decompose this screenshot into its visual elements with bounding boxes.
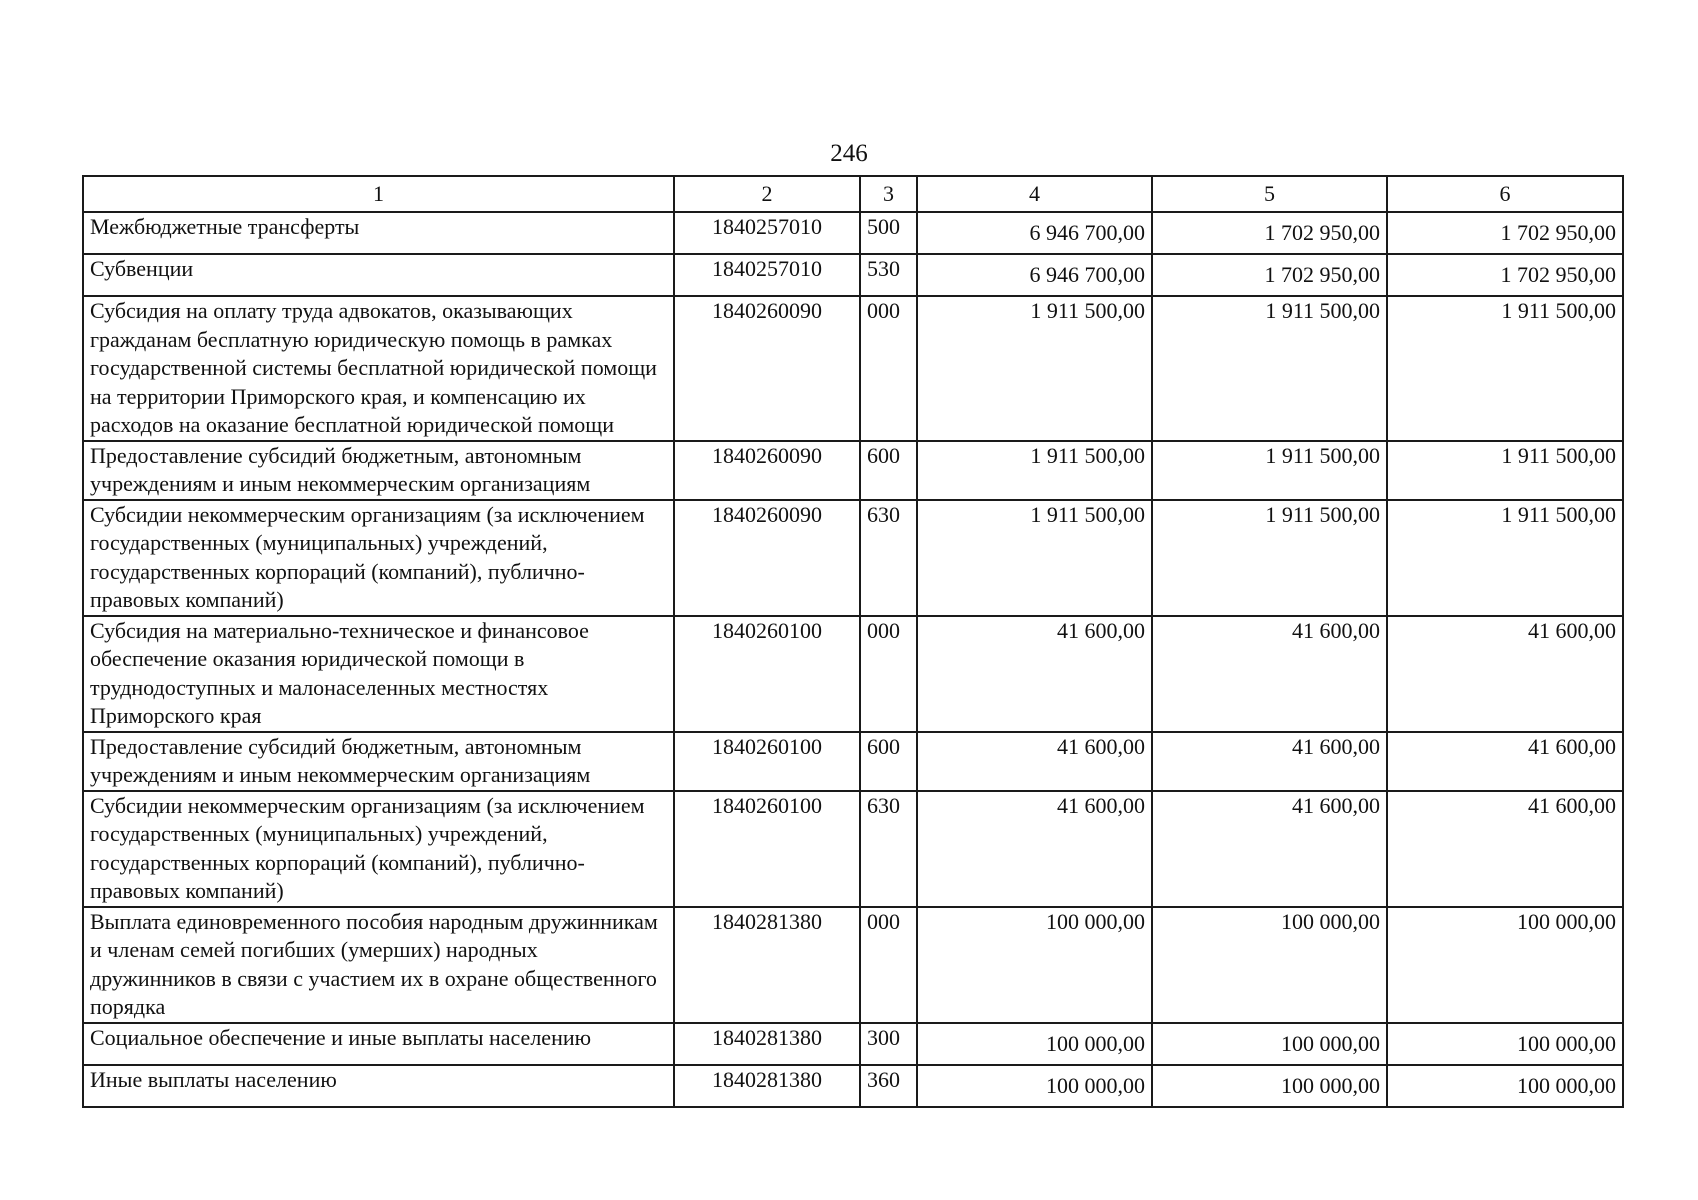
table-row bbox=[83, 500, 1623, 616]
row-amount-4: 41 600,00 bbox=[917, 616, 1152, 732]
row-amount-5: 100 000,00 bbox=[1152, 1023, 1387, 1065]
header-col-6: 6 bbox=[1387, 176, 1623, 212]
row-amount-4: 100 000,00 bbox=[917, 907, 1152, 1023]
header-col-1: 1 bbox=[83, 176, 674, 212]
row-amount-4: 41 600,00 bbox=[917, 732, 1152, 791]
row-expense-type: 630 bbox=[860, 791, 917, 907]
header-col-2: 2 bbox=[674, 176, 860, 212]
row-amount-5: 1 702 950,00 bbox=[1152, 254, 1387, 296]
row-amount-5: 100 000,00 bbox=[1152, 1065, 1387, 1107]
row-amount-6: 100 000,00 bbox=[1387, 907, 1623, 1023]
row-amount-6: 1 911 500,00 bbox=[1387, 296, 1623, 441]
row-name: Предоставление субсидий бюджетным, автономным учреждениям и иным некоммерческим организациям bbox=[83, 441, 674, 500]
row-amount-5: 1 911 500,00 bbox=[1152, 441, 1387, 500]
row-amount-6: 1 702 950,00 bbox=[1387, 254, 1623, 296]
row-expense-type: 000 bbox=[860, 907, 917, 1023]
row-name: Выплата единовременного пособия народным дружинникам и членам семей погибших (умерших) народных дружинников в связи с участием их в охране общественного порядка bbox=[83, 907, 674, 1023]
row-amount-5: 100 000,00 bbox=[1152, 907, 1387, 1023]
row-code: 1840260090 bbox=[674, 441, 860, 500]
row-code: 1840260090 bbox=[674, 500, 860, 616]
row-amount-5: 1 702 950,00 bbox=[1152, 212, 1387, 254]
row-amount-6: 100 000,00 bbox=[1387, 1065, 1623, 1107]
table-row bbox=[83, 212, 1623, 254]
row-amount-6: 1 911 500,00 bbox=[1387, 500, 1623, 616]
row-amount-6: 1 911 500,00 bbox=[1387, 441, 1623, 500]
row-code: 1840260100 bbox=[674, 616, 860, 732]
row-code: 1840281380 bbox=[674, 1065, 860, 1107]
row-amount-6: 100 000,00 bbox=[1387, 1023, 1623, 1065]
row-expense-type: 300 bbox=[860, 1023, 917, 1065]
row-expense-type: 500 bbox=[860, 212, 917, 254]
table-row bbox=[83, 254, 1623, 296]
row-amount-4: 1 911 500,00 bbox=[917, 296, 1152, 441]
row-amount-4: 1 911 500,00 bbox=[917, 500, 1152, 616]
table-row bbox=[83, 441, 1623, 500]
row-amount-6: 41 600,00 bbox=[1387, 791, 1623, 907]
row-code: 1840260090 bbox=[674, 296, 860, 441]
row-amount-6: 41 600,00 bbox=[1387, 732, 1623, 791]
budget-table bbox=[82, 175, 1624, 1108]
row-expense-type: 600 bbox=[860, 732, 917, 791]
table-row bbox=[83, 732, 1623, 791]
header-row bbox=[83, 176, 1623, 212]
row-name: Межбюджетные трансферты bbox=[83, 212, 674, 254]
row-code: 1840257010 bbox=[674, 212, 860, 254]
row-name: Субсидии некоммерческим организациям (за исключением государственных (муниципальных) учреждений, государственных корпораций (компаний), публично-правовых компаний) bbox=[83, 500, 674, 616]
row-code: 1840281380 bbox=[674, 907, 860, 1023]
table-row bbox=[83, 907, 1623, 1023]
header-col-4: 4 bbox=[917, 176, 1152, 212]
table-row bbox=[83, 296, 1623, 441]
row-name: Предоставление субсидий бюджетным, автономным учреждениям и иным некоммерческим организациям bbox=[83, 732, 674, 791]
table-row bbox=[83, 1023, 1623, 1065]
row-code: 1840281380 bbox=[674, 1023, 860, 1065]
header-col-3: 3 bbox=[860, 176, 917, 212]
row-name: Субсидия на материально-техническое и финансовое обеспечение оказания юридической помощи в труднодоступных и малонаселенных местностях Приморского края bbox=[83, 616, 674, 732]
row-amount-4: 6 946 700,00 bbox=[917, 212, 1152, 254]
row-amount-6: 1 702 950,00 bbox=[1387, 212, 1623, 254]
row-amount-5: 1 911 500,00 bbox=[1152, 296, 1387, 441]
row-expense-type: 630 bbox=[860, 500, 917, 616]
row-expense-type: 600 bbox=[860, 441, 917, 500]
row-expense-type: 360 bbox=[860, 1065, 917, 1107]
row-expense-type: 530 bbox=[860, 254, 917, 296]
row-amount-4: 6 946 700,00 bbox=[917, 254, 1152, 296]
row-amount-4: 41 600,00 bbox=[917, 791, 1152, 907]
row-amount-4: 1 911 500,00 bbox=[917, 441, 1152, 500]
table-row bbox=[83, 616, 1623, 732]
row-amount-5: 41 600,00 bbox=[1152, 732, 1387, 791]
table-row bbox=[83, 791, 1623, 907]
header-col-5: 5 bbox=[1152, 176, 1387, 212]
row-code: 1840260100 bbox=[674, 732, 860, 791]
row-expense-type: 000 bbox=[860, 616, 917, 732]
row-expense-type: 000 bbox=[860, 296, 917, 441]
row-amount-4: 100 000,00 bbox=[917, 1065, 1152, 1107]
row-name: Субвенции bbox=[83, 254, 674, 296]
row-name: Иные выплаты населению bbox=[83, 1065, 674, 1107]
row-amount-5: 41 600,00 bbox=[1152, 616, 1387, 732]
table-row bbox=[83, 1065, 1623, 1107]
row-amount-4: 100 000,00 bbox=[917, 1023, 1152, 1065]
row-name: Субсидия на оплату труда адвокатов, оказывающих гражданам бесплатную юридическую помощь в рамках государственной системы бесплатной юридической помощи на территории Приморского края, и компенсацию их расходов на оказание бесплатной юридической помощи bbox=[83, 296, 674, 441]
row-amount-6: 41 600,00 bbox=[1387, 616, 1623, 732]
row-name: Субсидии некоммерческим организациям (за исключением государственных (муниципальных) учреждений, государственных корпораций (компаний), публично-правовых компаний) bbox=[83, 791, 674, 907]
row-amount-5: 1 911 500,00 bbox=[1152, 500, 1387, 616]
row-amount-5: 41 600,00 bbox=[1152, 791, 1387, 907]
page-number: 246 bbox=[830, 140, 868, 167]
row-code: 1840257010 bbox=[674, 254, 860, 296]
row-code: 1840260100 bbox=[674, 791, 860, 907]
row-name: Социальное обеспечение и иные выплаты населению bbox=[83, 1023, 674, 1065]
